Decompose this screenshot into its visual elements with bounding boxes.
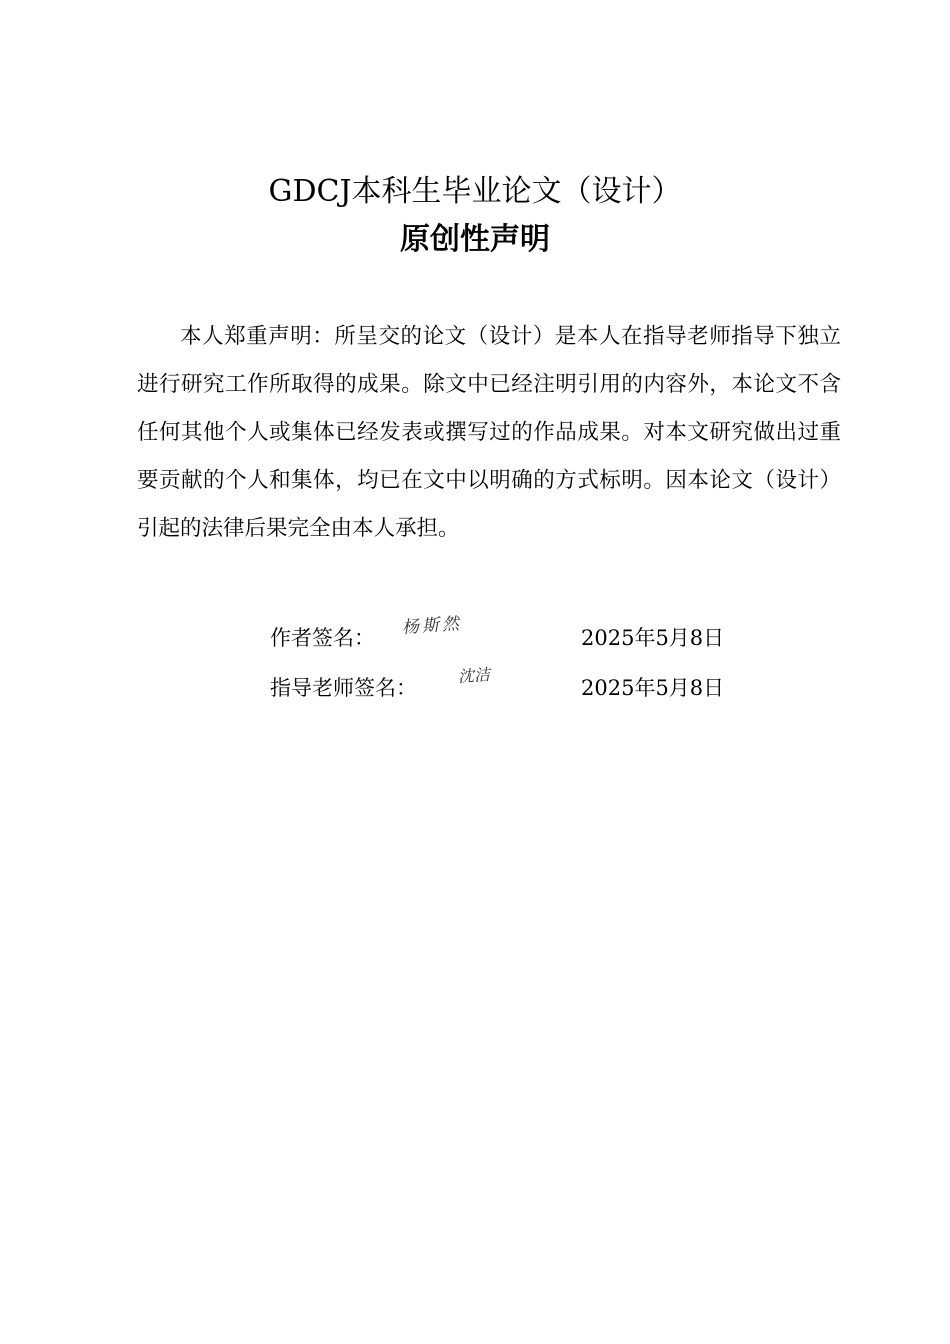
author-handwritten-signature: 杨斯然 <box>401 613 463 639</box>
author-signature-label: 作者签名： <box>270 626 375 650</box>
declaration-paragraph: 本人郑重声明：所呈交的论文（设计）是本人在指导老师指导下独立进行研究工作所取得的成果。除文中已经注明引用的内容外，本论文不含任何其他个人或集体已经发表或撰写过的作品成果。对本文研究做出过重要贡献的个人和集体，均已在文中以明确的方式标明。因本论文（设计）引起的法律后果完全由本人承担。 <box>137 324 841 541</box>
document-subtitle: 原创性声明 <box>400 222 550 257</box>
advisor-signature-row <box>270 664 770 708</box>
author-signature-date: 2025年5月8日 <box>581 626 725 650</box>
advisor-handwritten-signature: 沈洁 <box>457 664 491 687</box>
advisor-signature-date: 2025年5月8日 <box>581 676 725 700</box>
document-title: GDCJ本科生毕业论文（设计） <box>268 174 682 209</box>
advisor-signature-label: 指导老师签名： <box>270 676 417 700</box>
author-signature-row <box>270 613 770 658</box>
